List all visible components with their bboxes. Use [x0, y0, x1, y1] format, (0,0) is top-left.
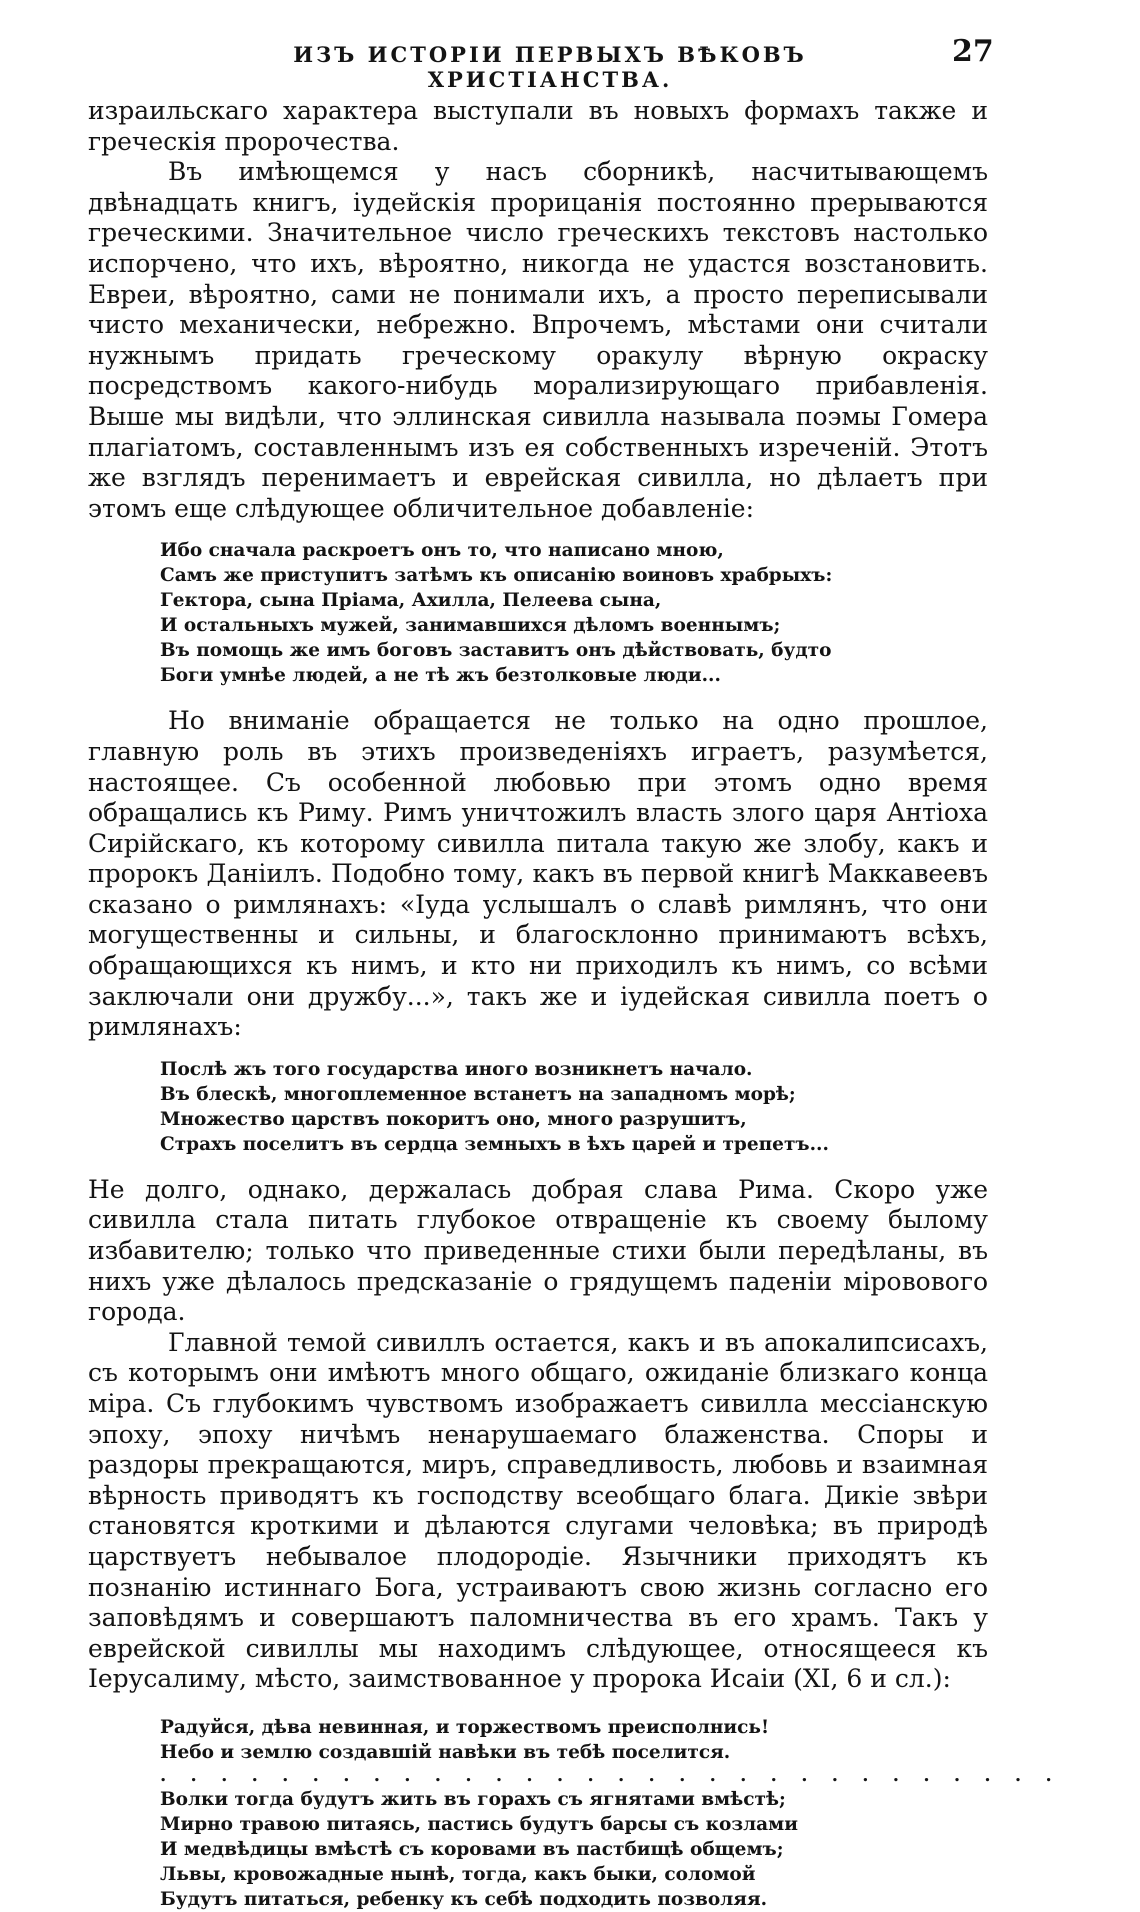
paragraph: Главной темой сивиллъ остается, какъ и въ апокалипсисахъ, съ которымъ они имѣютъ много общаго, ожиданіе близкаго конца міра. Съ глубокимъ чувствомъ изображаетъ сивилла мессіанскую эпоху, эпоху ничѣмъ ненарушаемаго блаженства. Споры и раздоры прекращаются, миръ, справедливость, любовь и взаимная вѣрность приводятъ къ господству всеобщаго блага. Дикіе звѣри становятся кроткими и дѣлаются слугами человѣка; въ природѣ царствуетъ небывалое плодородіе. Язычники приходятъ къ познанію истиннаго Бога, устраиваютъ свою жизнь согласно его заповѣдямъ и совершаютъ паломничества въ его храмъ. Такъ у еврейской сивиллы мы находимъ слѣдующее, относящееся къ Іерусалиму, мѣсто, заимствованное у пророка Исаіи (XI, 6 и сл.): — [88, 1327, 988, 1694]
paragraph: Не долго, однако, держалась добрая слава Рима. Скоро уже сивилла стала питать глубокое отвращеніе къ своему былому избавителю; только что приведенные стихи были передѣланы, въ нихъ уже дѣлалось предсказаніе о грядущемъ паденіи міровового города. — [88, 1174, 988, 1327]
spacer — [88, 688, 988, 706]
verse-line: Волки тогда будутъ жить въ горахъ съ ягнятами вмѣстѣ; — [160, 1788, 786, 1810]
verse-line: Мирно травою питаясь, пастись будутъ барсы съ козлами — [160, 1813, 798, 1835]
verse-line: И остальныхъ мужей, занимавшихся дѣломъ военнымъ; — [160, 615, 781, 637]
verse-line: Будутъ питаться, ребенку къ себѣ подходить позволяя. — [160, 1888, 768, 1910]
spacer — [88, 1043, 988, 1057]
verse-line: Гектора, сына Пріама, Ахилла, Пелеева сына, — [160, 590, 662, 612]
paragraph: Въ имѣющемся у насъ сборникѣ, насчитывающемъ двѣнадцать книгъ, іудейскія прорицанія постоянно прерываются греческими. Значительное число греческихъ текстовъ настолько испорчено, что ихъ, вѣроятно, никогда не удастся возстановить. Евреи, вѣроятно, сами не понимали ихъ, а просто переписывали чисто механически, небрежно. Впрочемъ, мѣстами они считали нужнымъ придать греческому оракулу вѣрную окраску посредствомъ какого-нибудь морализирующаго прибавленія. Выше мы видѣли, что эллинская сивилла называла поэмы Гомера плагіатомъ, составленнымъ изъ ея собственныхъ изреченій. Этотъ же взглядъ перенимаетъ и еврейская сивилла, но дѣлаетъ при этомъ еще слѣдующее обличительное добавленіе: — [88, 157, 988, 523]
verse-line: Въ блескѣ, многоплеменное встанетъ на западномъ морѣ; — [160, 1083, 796, 1105]
spacer — [88, 524, 988, 538]
page-body — [88, 96, 1061, 1912]
paragraph: Но вниманіе обращается не только на одно прошлое, главную роль въ этихъ произведеніяхъ играетъ, разумѣется, настоящее. Съ особенной любовью при этомъ одно время обращались къ Риму. Римъ уничтожилъ власть злого царя Антіоха Сирійскаго, къ которому сивилла питала такую же злобу, какъ и пророкъ Даніилъ. Подобно тому, какъ въ первой книгѣ Маккавеевъ сказано о римлянахъ: «Іуда услышалъ о славѣ римлянъ, что они могущественны и сильны, и благосклонно принимаютъ всѣхъ, обращающихся къ нимъ, и кто ни приходилъ къ нимъ, со всѣми заключали они дружбу...», такъ же и іудейская сивилла поетъ о римлянахъ: — [88, 706, 988, 1042]
verse-line: Ибо сначала раскроетъ онъ то, что написано мною, — [160, 540, 724, 562]
verse-quote — [88, 1057, 988, 1157]
spacer — [88, 1695, 988, 1715]
verse-line: Въ помощь же имъ боговъ заставитъ онъ дѣйствовать, будто — [160, 640, 832, 662]
verse-line: И медвѣдицы вмѣстѣ съ коровами въ пастбищѣ общемъ; — [160, 1838, 784, 1860]
verse-line: Львы, кровожадные нынѣ, тогда, какъ быки, соломой — [160, 1863, 756, 1885]
paragraph: израильскаго характера выступали въ новыхъ формахъ также и греческія пророчества. — [88, 96, 988, 156]
verse-line: Страхъ поселитъ въ сердца земныхъ в ѣхъ царей и трепетъ... — [160, 1133, 829, 1155]
verse-line: Множество царствъ покоритъ оно, много разрушитъ, — [160, 1108, 747, 1130]
verse-quote — [88, 1715, 988, 1765]
verse-line: Небо и землю создавшій навѣки въ тебѣ поселится. — [160, 1741, 731, 1763]
verse-line: Послѣ жъ того государства иного возникнетъ начало. — [160, 1058, 753, 1080]
verse-quote — [88, 538, 988, 688]
ellipsis-divider: . . . . . . . . . . . . . . . . . . . . . . . . . . . . . . — [160, 1764, 1061, 1786]
page-number: 27 — [952, 34, 994, 69]
verse-line: Радуйся, дѣва невинная, и торжествомъ преисполнись! — [160, 1716, 770, 1738]
verse-line: Самъ же приступитъ затѣмъ къ описанію воиновъ храбрыхъ: — [160, 565, 833, 587]
verse-quote — [88, 1787, 988, 1912]
verse-line: Боги умнѣе людей, а не тѣ жъ безтолковые люди... — [160, 665, 721, 687]
running-head: ИЗЪ ИСТОРІИ ПЕРВЫХЪ ВѢКОВЪ ХРИСТІАНСТВА. — [293, 42, 807, 92]
spacer — [88, 1157, 988, 1175]
